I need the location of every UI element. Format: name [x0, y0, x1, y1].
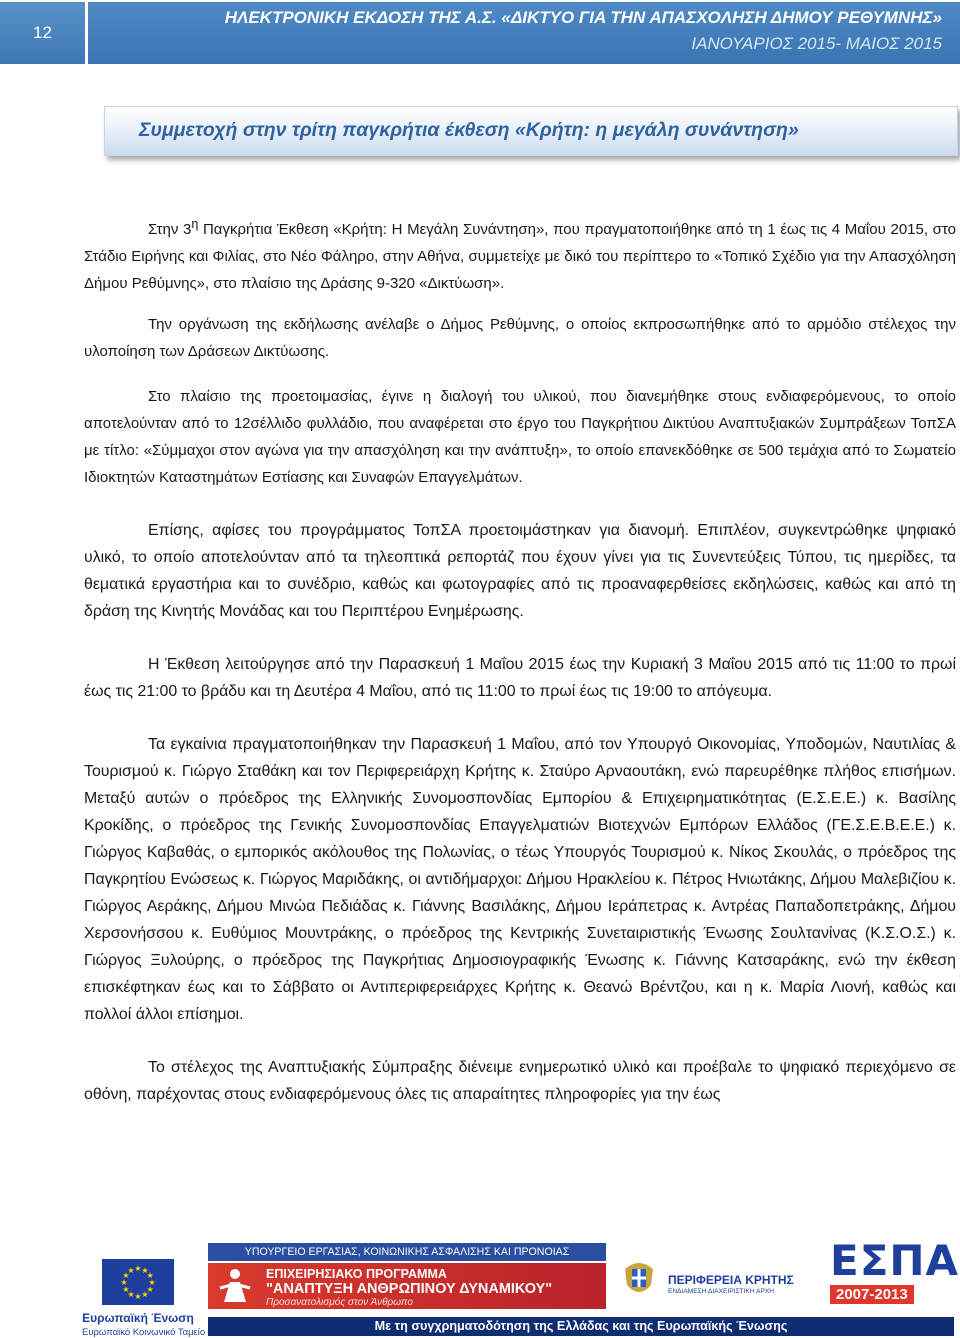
programme-motto: Προσανατολισμός στον Άνθρωπο: [266, 1297, 413, 1308]
eu-flag-icon: [102, 1259, 174, 1305]
eu-star-icon: ★: [141, 1265, 149, 1275]
eu-name: Ευρωπαϊκή Ένωση: [82, 1311, 194, 1325]
article-title-box: [104, 106, 958, 156]
funding-footer: [0, 1229, 960, 1336]
region-name: ΠΕΡΙΦΕΡΕΙΑ ΚΡΗΤΗΣ: [668, 1273, 794, 1287]
paragraph-4: Επίσης, αφίσες του προγράμματος ΤοπΣΑ προετοιμάστηκαν για διανομή. Επιπλέον, συγκεντρώθηκε ψηφιακό υλικό, το οποίο αποτελούνταν από τα τηλεοπτικά ρεπορτάζ που έχουν γίνει για τις Συνεντεύξεις Τύπου, τις ημερίδες, τα θεματικά εργαστήρια και το συνέδριο, καθώς και φωτογραφίες από τις προαναφερθείσες εκδηλώσεις, καθώς και από τη δράση της Κινητής Μονάδας και του Περιπτέρου Ενημέρωσης.: [84, 522, 956, 620]
paragraph-2: Την οργάνωση της εκδήλωσης ανέλαβε ο Δήμος Ρεθύμνης, ο οποίος εκπροσωπήθηκε από το αρμόδιο στέλεχος την υλοποίηση των Δράσεων Δικτύωσης.: [84, 316, 956, 360]
region-logo: [668, 1273, 818, 1295]
programme-name: "ΑΝΑΠΤΥΞΗ ΑΝΘΡΩΠΙΝΟΥ ΔΥΝΑΜΙΚΟΥ": [266, 1281, 553, 1297]
paragraph-5: Η Έκθεση λειτούργησε από την Παρασκευή 1 Μαΐου 2015 έως την Κυριακή 3 Μαΐου 2015 από τις 11:00 το πρωί έως τις 21:00 το βράδυ και τη Δευτέρα 4 Μαΐου, από τις 11:00 το πρωί έως τις 19:00 το απόγευμα.: [84, 656, 956, 700]
eu-star-icon: ★: [134, 1292, 142, 1301]
eu-star-icon: ★: [146, 1271, 154, 1280]
eu-star-icon: ★: [134, 1264, 142, 1273]
paragraph-1-start: Στην 3: [148, 221, 192, 238]
publication-period: ΙΑΝΟΥΑΡΙΟΣ 2015- ΜΑΙΟΣ 2015: [691, 34, 942, 53]
eu-star-icon: ★: [120, 1278, 128, 1287]
ministry-banner: ΥΠΟΥΡΓΕΙΟ ΕΡΓΑΣΙΑΣ, ΚΟΙΝΩΝΙΚΗΣ ΑΣΦΑΛΙΣΗΣ ΚΑΙ ΠΡΟΝΟΙΑΣ: [208, 1243, 606, 1261]
people-icon: [218, 1268, 252, 1304]
page-number: 12: [0, 2, 85, 64]
ordinal-superscript: η: [191, 217, 199, 231]
region-authority: ΕΝΔΙΑΜΕΣΗ ΔΙΑΧΕΙΡΙΣΤΙΚΗ ΑΡΧΗ: [668, 1288, 775, 1295]
publication-title: ΗΛΕΚΤΡΟΝΙΚΗ ΕΚΔΟΣΗ ΤΗΣ Α.Σ. «ΔΙΚΤΥΟ ΓΙΑ ΤΗΝ ΑΠΑΣΧΟΛΗΣΗ ΔΗΜΟΥ ΡΕΘΥΜΝΗΣ»: [224, 8, 942, 27]
eu-star-icon: ★: [127, 1265, 135, 1275]
paragraph-1-rest: Παγκρήτια Έκθεση «Κρήτη: Η Μεγάλη Συνάντηση», που πραγματοποιήθηκε από τη 1 έως τις 4 Μαΐου 2015, στο Στάδιο Ειρήνης και Φιλίας, στο Νέο Φάληρο, στην Αθήνα, συμμετείχε με δικό του περίπτερο το «Τοπικό Σχέδιο για την Απασχόληση Δήμου Ρεθύμνης», στο πλαίσιο της Δράσης 9-320 «Δικτύωση».: [84, 221, 956, 292]
paragraph-1: [84, 211, 956, 297]
paragraph-3: Στο πλαίσιο της προετοιμασίας, έγινε η διαλογή του υλικού, που διανεμήθηκε στους ενδιαφερόμενους, το οποίο αποτελούνταν από το 12σέλλιδο φυλλάδιο, που αναφέρεται στο έργο του Παγκρήτιου Δικτύου Αναπτυξιακών Συμπράξεων ΤοπΣΑ με τίτλο: «Σύμμαχοι στον αγώνα για την απασχόληση και την ανάπτυξη», το οποίο επανεκδόθηκε σε 500 τεμάχια από το Σωματείο Ιδιοκτητών Καταστημάτων Εστίασης και Συναφών Επαγγελμάτων.: [84, 388, 956, 486]
espa-wordmark: ΕΣΠΑ: [830, 1236, 960, 1285]
article-title: Συμμετοχή στην τρίτη παγκρήτια έκθεση «Κρήτη: η μεγάλη συνάντηση»: [139, 119, 799, 141]
paragraph-7: Το στέλεχος της Αναπτυξιακής Σύμπραξης διένειμε ενημερωτικό υλικό και προέβαλε το ψηφιακό περιεχόμενο σε οθόνη, παρέχοντας στους ενδιαφερόμενους όλες τις απαραίτητες πληροφορίες για την έως: [84, 1059, 956, 1103]
page-header: [0, 0, 960, 68]
greek-crest-icon: [621, 1259, 657, 1299]
eu-logo: [82, 1257, 206, 1338]
paragraph-6: Τα εγκαίνια πραγματοποιήθηκαν την Παρασκευή 1 Μαΐου, από τον Υπουργό Οικονομίας, Υποδομών, Ναυτιλίας & Τουρισμού κ. Γιώργο Σταθάκη και τον Περιφερειάρχη Κρήτης κ. Σταύρο Αρναουτάκη, ενώ παρευρέθηκε πλήθος επισήμων. Μεταξύ αυτών ο πρόεδρος της Ελληνικής Συνομοσπονδίας Εμπορίου & Επιχειρηματικότητας (Ε.Σ.Ε.Ε.) κ. Βασίλης Κροκίδης, ο πρόεδρος της Γενικής Συνομοσπονδίας Επαγγελματιών Βιοτεχνών Εμπόρων Ελλάδος (ΓΕ.Σ.Ε.Β.Ε.Ε.) κ. Γιώργος Καβαθάς, ο εμπορικός ακόλουθος της Πολωνίας, ο τέως Υπουργός Τουρισμού κ. Νίκος Σκουλάς, ο πρόεδρος της Παγκρητίου Ενώσεως κ. Γιώργος Μαριδάκης, οι αντιδήμαρχοι: Δήμου Ηρακλείου κ. Πέτρος Ηνιωτάκης, Δήμου Μαλεβιζίου κ. Γιώργος Αεράκης, Δήμου Μινώα Πεδιάδας κ. Γιάννης Βασιλάκης, Δήμου Ιεράπετρας κ. Αντρέας Παπαδοπετράκης, Δήμου Χερσονήσσου κ. Ευθύμιος Μουντράκης, ο πρόεδρος της Κεντρικής Συνεταιριστικής Ένωσης Σουλτανίνας (Κ.Σ.Ο.Σ.) κ. Γιώργος Ξυλούρης, ο πρόεδρος της Παγκρήτιας Δημοσιογραφικής Ένωσης κ. Γιάννης Κατσαράκης, ενώ την έκθεση επισκέφτηκαν έως και το Σάββατο οι Αντιπεριφερειάρχες Κρήτης κ. Θεανώ Βρέντζου, και η κ. Μαρία Λιονή, καθώς και πολλοί άλλοι επίσημοι.: [84, 736, 956, 1023]
espa-period: 2007-2013: [830, 1285, 914, 1304]
eu-star-icon: ★: [148, 1278, 156, 1287]
eu-fund-name: Ευρωπαϊκό Κοινωνικό Ταμείο: [82, 1327, 206, 1338]
programme-label: ΕΠΙΧΕΙΡΗΣΙΑΚΟ ΠΡΟΓΡΑΜΜΑ: [266, 1267, 447, 1281]
eu-star-icon: ★: [127, 1290, 135, 1300]
header-bar: [88, 2, 960, 64]
eu-star-icon: ★: [141, 1290, 149, 1300]
eu-star-icon: ★: [122, 1285, 130, 1294]
cofunding-banner: Με τη συγχρηματοδότηση της Ελλάδας και της Ευρωπαϊκής Ένωσης: [208, 1317, 954, 1336]
eu-star-icon: ★: [146, 1285, 154, 1294]
espa-logo: [830, 1236, 960, 1313]
eu-star-icon: ★: [122, 1271, 130, 1280]
article-body: [84, 211, 956, 1108]
operational-programme-logo: [208, 1263, 606, 1309]
